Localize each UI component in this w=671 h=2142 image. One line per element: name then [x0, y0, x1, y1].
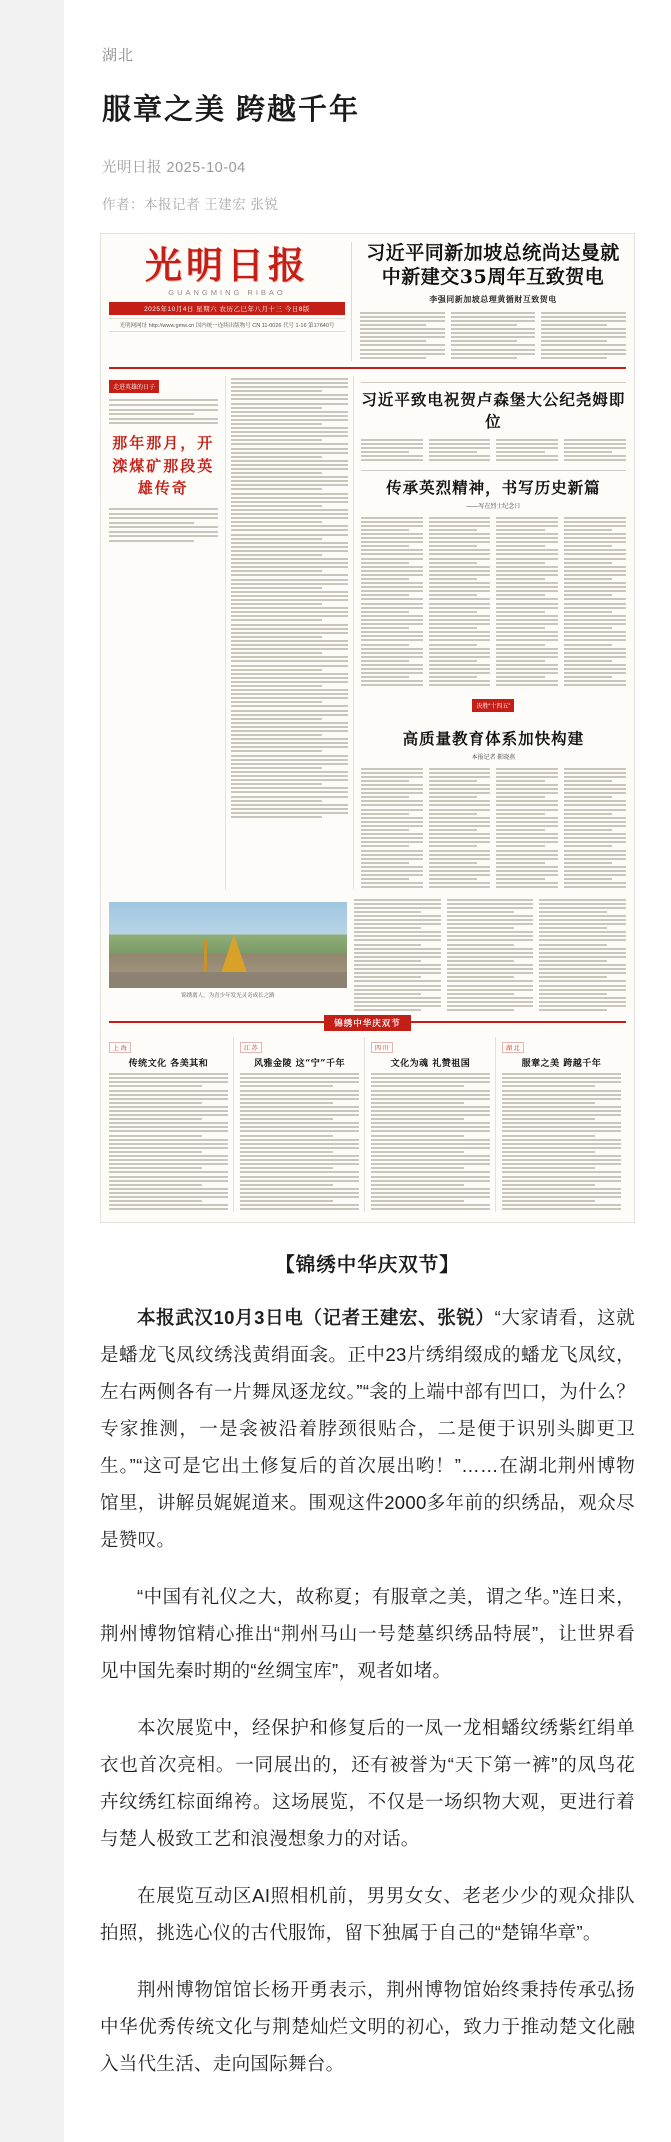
bottom-column-label: 湖 北 [502, 1042, 524, 1053]
paragraph-text: “大家请看，这就是蟠龙飞凤纹绣浅黄绢面衾。正中23片绣绢缀成的蟠龙飞凤纹，左右两侧各有一片舞凤逐龙纹。”“衾的上端中部有凹口，为什么？专家推测，一是衾被沿着脖颈很贴合，二是便于识别头脚更卫生。”“这可是它出土修复后的首次展出哟！”……在湖北荆州博物馆里，讲解员娓娓道来。围观这件2000多年前的织绣品，观众尽是赞叹。 [100, 1307, 635, 1551]
lead-story-text-block [360, 310, 626, 361]
masthead-left [109, 242, 352, 361]
article-sheet [64, 0, 671, 2142]
newspaper-logo-pinyin: GUANGMING RIBAO [168, 287, 286, 297]
article-source: 光明日报 2025-10-04 [102, 160, 246, 177]
section2-title: 习近平致电祝贺卢森堡大公纪尧姆即位 [361, 382, 626, 432]
photo-caption: 锦绣离人，为青少年发光灵奇成长之路 [181, 993, 275, 1000]
section2-text [361, 437, 626, 464]
left-column-text-2 [109, 508, 218, 542]
article-kicker: 湖北 [102, 47, 135, 64]
section3-title: 传承英烈精神，书写历史新篇 [361, 470, 626, 498]
bottom-column [371, 1037, 496, 1212]
lower-right-text [354, 896, 626, 1013]
bottom-column [109, 1037, 234, 1212]
bottom-column-label: 江 苏 [240, 1042, 262, 1053]
article-paragraph [100, 1299, 635, 1558]
newspaper-masthead [109, 242, 626, 369]
article-paragraph: 在展览互动区AI照相机前，男男女女、老老少少的观众排队拍照，挑选心仪的古代服饰，留下独属于自己的“楚锦华章”。 [100, 1885, 635, 1944]
bottom-column-title: 文化为魂 礼赞祖国 [390, 1059, 471, 1070]
newspaper-front-page-image[interactable] [100, 233, 635, 1223]
newspaper-subband: 光明网网址 http://www.gmw.cn 国内统一连续出版物号 CN 11-0026 代号 1-16 第17640号 [109, 318, 345, 332]
masthead-lead-story [360, 242, 626, 361]
section3-text [361, 515, 626, 689]
newspaper-column-mid [225, 376, 354, 891]
section3-subtitle: ——写在烈士纪念日 [466, 503, 521, 510]
bottom-columns [109, 1037, 626, 1212]
newspaper-dateband: 2025年10月4日 星期六 农历乙巳年八月十三 今日8版 [109, 302, 345, 315]
newspaper-photo [109, 902, 347, 988]
bottom-column-title: 传统文化 各美其和 [128, 1059, 209, 1070]
mid-column-text [231, 378, 348, 818]
article-paragraph: 本次展览中，经保护和修复后的一凤一龙相蟠纹绣紫红绢单衣也首次亮相。一同展出的，还有被誉为“天下第一裤”的凤鸟花卉纹绣红棕面绵袴。这场展览，不仅是一场织物大观，更进行着与楚人极致工艺和浪漫想象力的对话。 [100, 1717, 635, 1850]
left-column-text [109, 399, 218, 424]
newspaper-body [109, 376, 626, 891]
bottom-column [240, 1037, 365, 1212]
newspaper-column-left [109, 376, 218, 891]
bottom-flag: 锦绣中华庆双节 [324, 1015, 411, 1031]
lead-story-subtitle: 李强同新加坡总理黄循财互致贺电 [429, 294, 557, 304]
article-paragraph: 荆州博物馆馆长杨开勇表示，荆州博物馆始终秉持传承弘扬中华优秀传统文化与荆楚灿烂文明的初心，致力于推动楚文化融入当代生活、走向国际舞台。 [100, 1979, 635, 2075]
bottom-column-label: 上 海 [109, 1042, 131, 1053]
bottom-column [502, 1037, 626, 1212]
section4-title: 高质量教育体系加快构建 [402, 728, 585, 748]
bottom-column-label: 四 川 [371, 1042, 393, 1053]
bottom-column-title: 风雅金陵 这“宁”千年 [254, 1059, 345, 1070]
dateline-lead: 本报武汉10月3日电（记者王建宏、张锐） [137, 1307, 495, 1329]
article-paragraph: “中国有礼仪之大，故称夏；有服章之美，谓之华。”连日来，荆州博物馆精心推出“荆州马山一号楚墓织绣品特展”，让世界看见中国先秦时期的“丝绸宝库”，观者如堵。 [100, 1586, 635, 1682]
section4-text [361, 766, 626, 891]
section4-flag: 决胜“十四五” [472, 699, 514, 712]
article-byline: 作者：本报记者 王建宏 张锐 [102, 197, 279, 213]
newspaper-column-right [361, 376, 626, 891]
lead-story-title: 习近平同新加坡总统尚达曼就中新建交35周年互致贺电 [366, 242, 620, 288]
section-flag: 【锦绣中华庆双节】 [275, 1254, 460, 1277]
newspaper-logo: 光明日报 [144, 243, 309, 288]
page-title: 服章之美 跨越千年 [102, 94, 361, 126]
bottom-column-title: 服章之美 跨越千年 [521, 1059, 602, 1070]
feature-vertical-title: 那年那月，开滦煤矿那段英雄传奇 [112, 434, 215, 498]
column-badge: 走进英雄的日子 [109, 380, 159, 393]
newspaper-bottom-strip [109, 1018, 626, 1212]
section4-subtitle: 本报记者 靳晓燕 [471, 754, 516, 761]
